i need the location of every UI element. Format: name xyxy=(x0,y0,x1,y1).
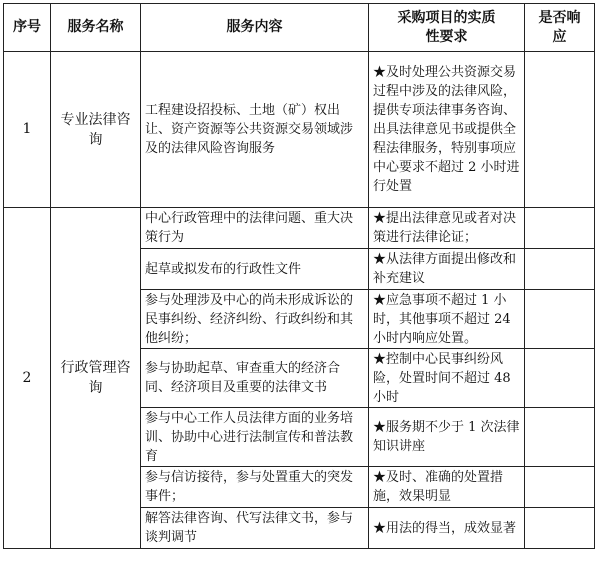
header-service-name: 服务名称 xyxy=(51,4,141,52)
table-row-admin-1 xyxy=(4,208,595,249)
service-content-cell: 参与信访接待，参与处置重大的突发事件； xyxy=(141,467,369,508)
service-content-cell: 参与中心工作人员法律方面的业务培训、协助中心进行法制宣传和普法教育 xyxy=(141,408,369,467)
table-row-legal-consulting xyxy=(4,52,595,208)
header-row xyxy=(4,4,595,52)
response-cell[interactable] xyxy=(525,249,595,290)
requirement-cell: ★从法律方面提出修改和补充建议 xyxy=(369,249,525,290)
requirement-cell: ★服务期不少于 1 次法律知识讲座 xyxy=(369,408,525,467)
procurement-spec-table xyxy=(3,3,595,549)
response-cell[interactable] xyxy=(525,208,595,249)
header-seq: 序号 xyxy=(4,4,51,52)
requirement-cell: ★用法的得当，成效显著 xyxy=(369,508,525,549)
response-cell[interactable] xyxy=(525,290,595,349)
service-content-cell: 参与处理涉及中心的尚未形成诉讼的民事纠纷、经济纠纷、行政纠纷和其他纠纷； xyxy=(141,290,369,349)
response-cell[interactable] xyxy=(525,408,595,467)
header-response: 是否响应 xyxy=(525,4,595,52)
seq-cell: 2 xyxy=(4,208,51,549)
header-service-content: 服务内容 xyxy=(141,4,369,52)
response-cell[interactable] xyxy=(525,52,595,208)
service-name-cell: 行政管理咨询 xyxy=(51,208,141,549)
service-content-cell: 起草或拟发布的行政性文件 xyxy=(141,249,369,290)
service-content-cell: 参与协助起草、审查重大的经济合同、经济项目及重要的法律文书 xyxy=(141,349,369,408)
service-content-cell: 解答法律咨询、代写法律文书，参与谈判调节 xyxy=(141,508,369,549)
response-cell[interactable] xyxy=(525,349,595,408)
requirement-cell: ★及时处理公共资源交易过程中涉及的法律风险，提供专项法律事务咨询、出具法律意见书或提供全程法律服务，特别事项应中心要求不超过 2 小时进行处置 xyxy=(369,52,525,208)
service-content-cell: 工程建设招投标、土地（矿）权出让、资产资源等公共资源交易领域涉及的法律风险咨询服务 xyxy=(141,52,369,208)
requirement-cell: ★控制中心民事纠纷风险，处置时间不超过 48 小时 xyxy=(369,349,525,408)
requirement-cell: ★提出法律意见或者对决策进行法律论证； xyxy=(369,208,525,249)
seq-cell: 1 xyxy=(4,52,51,208)
requirement-cell: ★及时、准确的处置措施，效果明显 xyxy=(369,467,525,508)
response-cell[interactable] xyxy=(525,508,595,549)
requirement-cell: ★应急事项不超过 1 小时，其他事项不超过 24 小时内响应处置。 xyxy=(369,290,525,349)
service-name-cell: 专业法律咨询 xyxy=(51,52,141,208)
response-cell[interactable] xyxy=(525,467,595,508)
header-requirement: 采购项目的实质性要求 xyxy=(369,4,525,52)
service-content-cell: 中心行政管理中的法律问题、重大决策行为 xyxy=(141,208,369,249)
